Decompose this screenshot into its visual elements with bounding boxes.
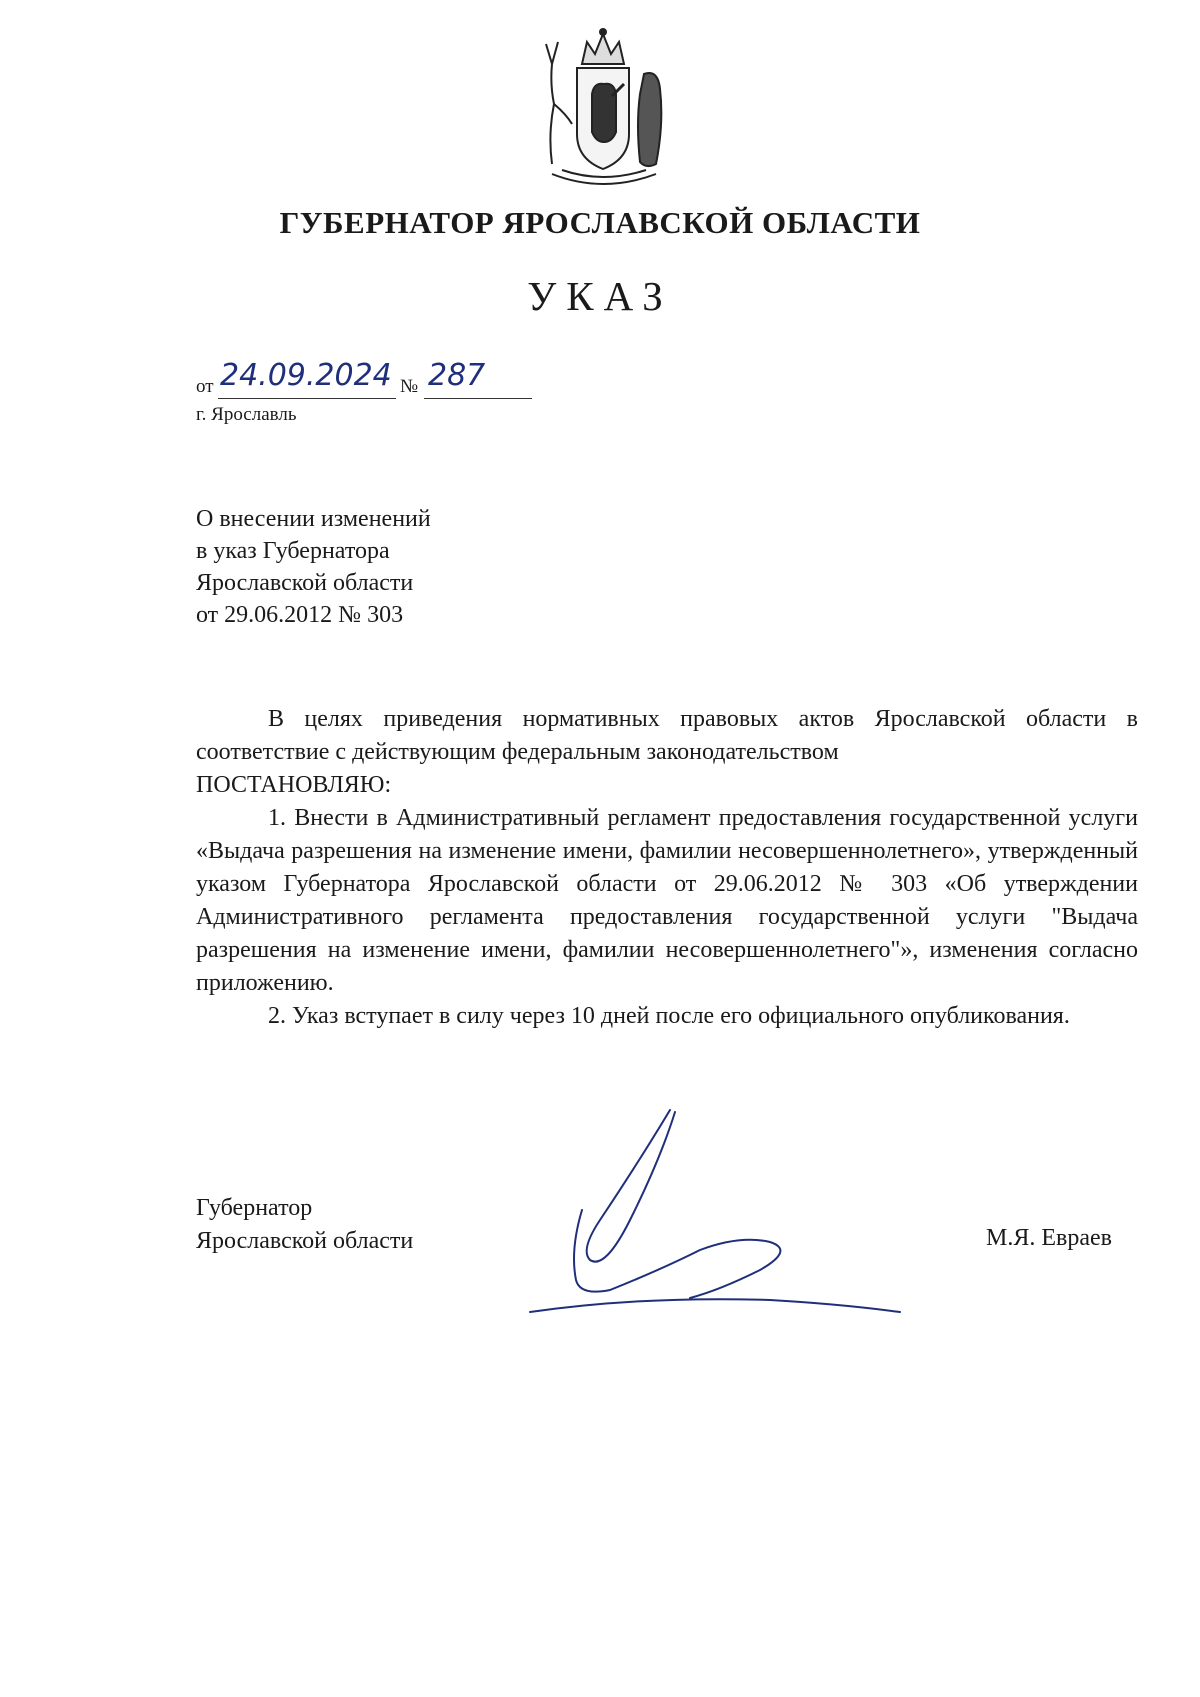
handwritten-signature-icon [520, 1100, 940, 1330]
number-prefix: № [400, 376, 419, 397]
document-type-title: УКАЗ [527, 273, 673, 319]
item-1-paragraph: 1. Внести в Административный регламент предоставления государственной услуги «Выдача разрешения на изменение имени, фамилии несовершеннолетнего», утвержденный указом Губернатора Ярославской области от 29.06.2012 № 303 «Об утверждении Административного регламента предоставления государственной услуги "Выдача разрешения на изменение имени, фамилии несовершеннолетнего"», изменения согласно приложению. [196, 805, 1138, 996]
decree-word: ПОСТАНОВЛЯЮ: [196, 772, 392, 798]
subject-line: от 29.06.2012 № 303 [196, 602, 404, 628]
subject-line: в указ Губернатора [196, 538, 390, 564]
subject-line: Ярославской области [196, 570, 414, 596]
subject-line: О внесении изменений [196, 506, 431, 532]
date-prefix: от [196, 376, 214, 397]
date-value: 24.09.2024 [220, 358, 392, 393]
document-body [196, 703, 1138, 1033]
signatory-role [196, 1192, 413, 1258]
document-authority-title: ГУБЕРНАТОР ЯРОСЛАВСКОЙ ОБЛАСТИ [279, 205, 921, 240]
date-number-line [196, 358, 536, 404]
signatory-role-line: Губернатор [196, 1195, 313, 1221]
number-value: 287 [428, 358, 486, 393]
preamble-paragraph: В целях приведения нормативных правовых актов Ярославской области в соответствие с действующим федеральным законодательством [196, 706, 1138, 765]
signatory-name: М.Я. Евраев [986, 1225, 1112, 1251]
document-subject [196, 503, 431, 631]
signatory-role-line: Ярославской области [196, 1228, 414, 1254]
item-2-paragraph: 2. Указ вступает в силу через 10 дней после его официального опубликования. [268, 1003, 1070, 1029]
coat-of-arms-icon [532, 24, 674, 192]
city-line: г. Ярославль [196, 404, 297, 425]
